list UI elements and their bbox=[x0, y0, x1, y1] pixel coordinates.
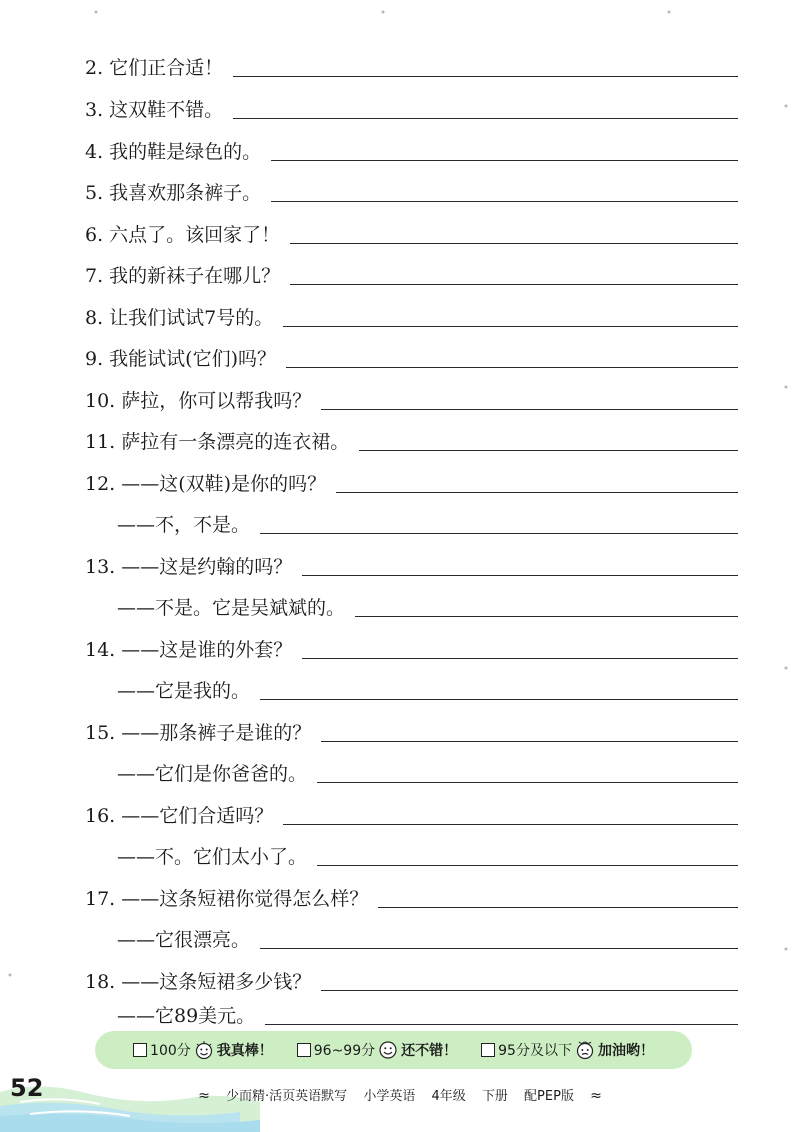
score-value: 100分 bbox=[150, 1043, 191, 1059]
exercise-prompt: 14. ——这是谁的外套？ bbox=[85, 639, 293, 661]
score-checkbox[interactable] bbox=[481, 1043, 495, 1057]
answer-line[interactable] bbox=[302, 658, 738, 659]
answer-line[interactable] bbox=[317, 782, 738, 783]
exercise-item bbox=[85, 879, 738, 911]
score-label: 还不错！ bbox=[401, 1043, 458, 1059]
score-option-100 bbox=[133, 1040, 273, 1060]
exercise-prompt: 13. ——这是约翰的吗？ bbox=[85, 556, 293, 578]
exercise-prompt: 5. 我喜欢那条裤子。 bbox=[85, 182, 262, 204]
exercise-prompt: 4. 我的鞋是绿色的。 bbox=[85, 141, 262, 163]
smiley-face-icon bbox=[378, 1040, 398, 1060]
exercise-item bbox=[85, 48, 738, 80]
exercise-item bbox=[85, 339, 738, 371]
exercise-item bbox=[117, 588, 738, 620]
sweating-face-icon bbox=[575, 1040, 595, 1060]
answer-line[interactable] bbox=[286, 367, 738, 368]
wave-icon: ≈ bbox=[590, 1088, 602, 1104]
exercise-prompt: ——它很漂亮。 bbox=[117, 929, 251, 951]
exercise-prompt: 12. ——这(双鞋)是你的吗？ bbox=[85, 473, 327, 495]
answer-line[interactable] bbox=[359, 450, 738, 451]
footer-edition: 配PEP版 bbox=[524, 1089, 574, 1104]
exercise-prompt: 7. 我的新袜子在哪儿？ bbox=[85, 265, 281, 287]
footer-volume: 下册 bbox=[481, 1089, 508, 1104]
answer-line[interactable] bbox=[317, 865, 738, 866]
score-option-95-below bbox=[481, 1040, 654, 1060]
page-number: 52 bbox=[10, 1074, 44, 1102]
exercise-item bbox=[85, 298, 738, 330]
exercise-prompt: 15. ——那条裤子是谁的？ bbox=[85, 722, 312, 744]
cheering-face-icon bbox=[194, 1040, 214, 1060]
exercise-prompt: 3. 这双鞋不错。 bbox=[85, 99, 224, 121]
answer-line[interactable] bbox=[233, 118, 738, 119]
exercise-item bbox=[85, 962, 738, 994]
answer-line[interactable] bbox=[321, 990, 738, 991]
score-label: 我真棒！ bbox=[216, 1043, 273, 1059]
exercise-prompt: ——它89美元。 bbox=[117, 1005, 256, 1027]
score-checkbox[interactable] bbox=[297, 1043, 311, 1057]
answer-line[interactable] bbox=[355, 616, 738, 617]
score-value: 96~99分 bbox=[313, 1043, 376, 1059]
exercise-item bbox=[85, 215, 738, 247]
answer-line[interactable] bbox=[265, 1024, 738, 1025]
answer-line[interactable] bbox=[290, 243, 738, 244]
score-label: 加油哟！ bbox=[597, 1043, 654, 1059]
answer-line[interactable] bbox=[260, 948, 738, 949]
exercise-prompt: 16. ——它们合适吗？ bbox=[85, 805, 274, 827]
score-checkbox[interactable] bbox=[133, 1043, 147, 1057]
answer-line[interactable] bbox=[378, 907, 738, 908]
answer-line[interactable] bbox=[283, 326, 738, 327]
exercise-item bbox=[85, 173, 738, 205]
exercise-prompt: 9. 我能试试(它们)吗？ bbox=[85, 348, 276, 370]
exercise-prompt: ——它是我的。 bbox=[117, 680, 251, 702]
answer-line[interactable] bbox=[233, 76, 738, 77]
exercise-prompt: 10. 萨拉，你可以帮我吗？ bbox=[85, 390, 312, 412]
exercise-item bbox=[117, 837, 738, 869]
wave-icon: ≈ bbox=[198, 1088, 210, 1104]
footer bbox=[180, 1085, 620, 1104]
answer-line[interactable] bbox=[271, 160, 738, 161]
exercise-item bbox=[85, 132, 738, 164]
exercise-prompt: ——它们是你爸爸的。 bbox=[117, 763, 308, 785]
answer-line[interactable] bbox=[290, 284, 738, 285]
exercise-item bbox=[117, 505, 738, 537]
exercise-item bbox=[85, 90, 738, 122]
exercise-prompt: 11. 萨拉有一条漂亮的连衣裙。 bbox=[85, 431, 350, 453]
exercise-item bbox=[85, 796, 738, 828]
answer-line[interactable] bbox=[283, 824, 738, 825]
footer-subject: 小学英语 bbox=[363, 1089, 416, 1104]
exercise-prompt: 8. 让我们试试7号的。 bbox=[85, 307, 274, 329]
answer-line[interactable] bbox=[260, 533, 738, 534]
exercise-item bbox=[117, 671, 738, 703]
exercise-prompt: 2. 它们正合适！ bbox=[85, 57, 224, 79]
answer-line[interactable] bbox=[321, 741, 738, 742]
answer-line[interactable] bbox=[302, 575, 738, 576]
exercise-item bbox=[117, 754, 738, 786]
exercise-item bbox=[85, 630, 738, 662]
book-title: 少而精·活页英语默写 bbox=[226, 1089, 348, 1104]
exercise-item bbox=[85, 422, 738, 454]
score-value: 95分及以下 bbox=[498, 1043, 572, 1059]
answer-line[interactable] bbox=[271, 201, 738, 202]
exercise-item bbox=[117, 920, 738, 952]
exercise-item bbox=[85, 381, 738, 413]
exercise-prompt: ——不。它们太小了。 bbox=[117, 846, 308, 868]
answer-line[interactable] bbox=[260, 699, 738, 700]
exercise-item bbox=[85, 464, 738, 496]
answer-line[interactable] bbox=[321, 409, 738, 410]
exercise-prompt: 18. ——这条短裙多少钱？ bbox=[85, 971, 312, 993]
exercise-prompt: ——不，不是。 bbox=[117, 514, 251, 536]
exercise-prompt: 17. ——这条短裙你觉得怎么样？ bbox=[85, 888, 369, 910]
exercise-item bbox=[85, 256, 738, 288]
exercise-item bbox=[85, 547, 738, 579]
exercise-prompt: 6. 六点了。该回家了！ bbox=[85, 224, 281, 246]
exercise-item bbox=[117, 996, 738, 1028]
footer-grade: 4年级 bbox=[431, 1089, 466, 1104]
answer-line[interactable] bbox=[336, 492, 738, 493]
score-option-96-99 bbox=[297, 1040, 457, 1060]
exercise-item bbox=[85, 713, 738, 745]
exercise-prompt: ——不是。它是吴斌斌的。 bbox=[117, 597, 346, 619]
